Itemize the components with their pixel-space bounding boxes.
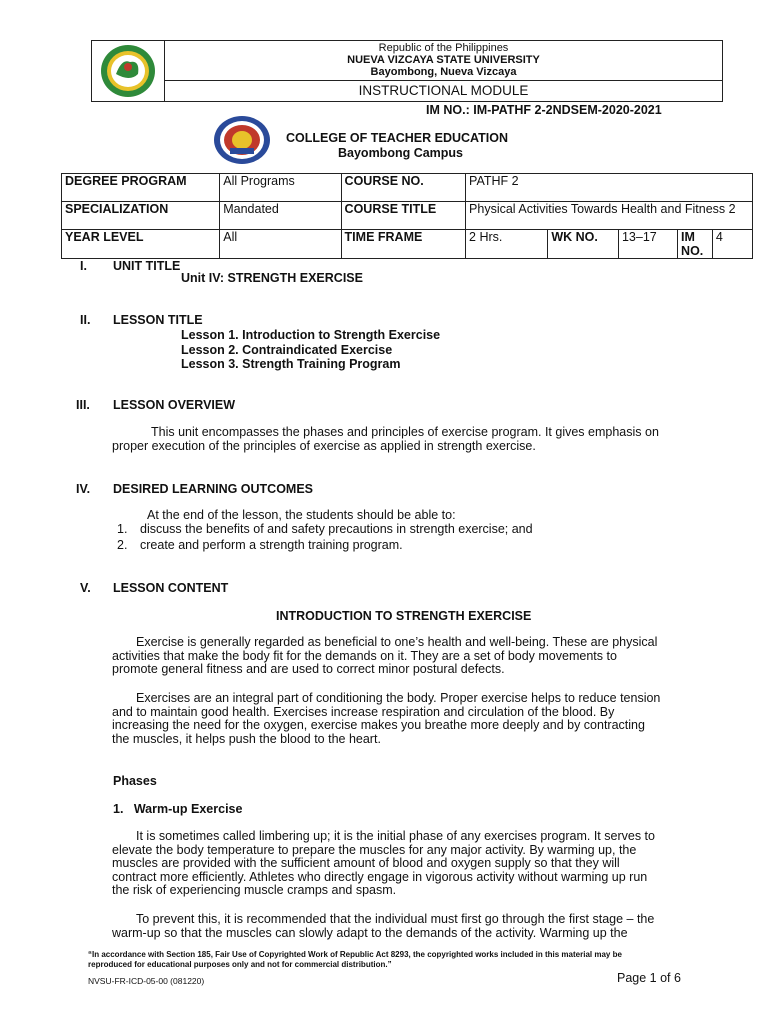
university-logo-cell xyxy=(92,41,165,101)
header-location: Bayombong, Nueva Vizcaya xyxy=(370,66,517,78)
spec-label: SPECIALIZATION xyxy=(62,202,220,230)
overview-line-2: proper execution of the principles of exercise as applied in strength exercise. xyxy=(112,439,536,453)
wk-value: 13–17 xyxy=(618,230,677,259)
paragraph-2-line-2: and to maintain good health. Exercises increase respiration and circulation of the blood. By xyxy=(112,704,615,719)
section-3-number: III. xyxy=(76,398,90,412)
degree-value: All Programs xyxy=(220,174,341,202)
year-label: YEAR LEVEL xyxy=(62,230,220,259)
paragraph-3 xyxy=(112,830,722,898)
outcome-1-number: 1. xyxy=(117,522,128,536)
content-heading: INTRODUCTION TO STRENGTH EXERCISE xyxy=(276,609,532,623)
course-title-label: COURSE TITLE xyxy=(341,202,465,230)
year-value: All xyxy=(220,230,341,259)
paragraph-4-line-2: warm-up so that the muscles can slowly adapt to the demands of the activity. Warming up the xyxy=(112,925,628,940)
nvsu-seal-icon xyxy=(100,44,156,98)
outcome-2: create and perform a strength training program. xyxy=(140,538,403,552)
outcome-1: discuss the benefits of and safety precautions in strength exercise; and xyxy=(140,522,533,536)
degree-label: DEGREE PROGRAM xyxy=(62,174,220,202)
wk-label: WK NO. xyxy=(548,230,619,259)
paragraph-4 xyxy=(112,913,722,940)
time-value: 2 Hrs. xyxy=(466,230,548,259)
header-university: NUEVA VIZCAYA STATE UNIVERSITY xyxy=(347,54,540,66)
module-title: INSTRUCTIONAL MODULE xyxy=(358,83,529,98)
paragraph-3-line-5: the risk of experiencing muscle cramps and spasm. xyxy=(112,883,397,898)
campus-name: Bayombong Campus xyxy=(338,146,464,160)
im-value: 4 xyxy=(712,230,752,259)
header-republic: Republic of the Philippines xyxy=(378,42,509,54)
spec-value: Mandated xyxy=(220,202,341,230)
course-no-value: PATHF 2 xyxy=(466,174,753,202)
course-no-label: COURSE NO. xyxy=(341,174,465,202)
copyright-note-line-1: “In accordance with Section 185, Fair Use of Copyrighted Work of Republic Act 8293, the copyrighted works included in this material may be xyxy=(88,950,622,959)
header-box xyxy=(91,40,723,102)
overview-line-1: This unit encompasses the phases and principles of exercise program. It gives emphasis on xyxy=(151,425,659,439)
section-1-title: UNIT TITLE xyxy=(113,259,181,273)
lesson-1-title: Lesson 1. Introduction to Strength Exercise xyxy=(181,328,441,342)
outcomes-intro: At the end of the lesson, the students should be able to: xyxy=(147,508,456,522)
paragraph-2-line-1: Exercises are an integral part of conditioning the body. Proper exercise helps to reduce tension xyxy=(136,691,661,705)
lesson-3-title: Lesson 3. Strength Training Program xyxy=(181,357,401,371)
copyright-note-line-2: reproduced for educational purposes only and not for commercial distribution.” xyxy=(88,960,392,969)
paragraph-3-line-4: contract more efficiently. Athletes who directly engage in vigorous activity without warming up run xyxy=(112,869,648,884)
unit-title: Unit IV: STRENGTH EXERCISE xyxy=(181,271,363,285)
copyright-note xyxy=(88,950,724,970)
course-info-table xyxy=(61,173,753,259)
section-3-title: LESSON OVERVIEW xyxy=(113,398,236,412)
section-4-title: DESIRED LEARNING OUTCOMES xyxy=(113,482,314,496)
section-2-number: II. xyxy=(80,313,91,327)
section-2-title: LESSON TITLE xyxy=(113,313,203,327)
section-5-title: LESSON CONTENT xyxy=(113,581,229,595)
paragraph-4-line-1: To prevent this, it is recommended that the individual must first go through the first stage – the xyxy=(136,912,655,926)
paragraph-2-line-4: the muscles, it helps push the blood to the heart. xyxy=(112,731,381,746)
cte-seal-icon xyxy=(213,115,271,165)
paragraph-3-line-2: elevate the body temperature to prepare the muscles for any major activity. By warming up, the xyxy=(112,842,637,857)
course-title-value: Physical Activities Towards Health and Fitness 2 xyxy=(466,202,753,230)
paragraph-1-line-2: activities that make the body fit for the demands on it. They are a set of body movements to xyxy=(112,648,617,663)
warmup-heading: 1. Warm-up Exercise xyxy=(113,802,243,816)
form-code: NVSU-FR-ICD-05-00 (081220) xyxy=(88,976,205,986)
paragraph-3-line-3: muscles are provided with the sufficient amount of blood and oxygen supply so that they will xyxy=(112,856,620,871)
page-number: Page 1 of 6 xyxy=(617,971,681,985)
section-5-number: V. xyxy=(80,581,91,595)
section-4-number: IV. xyxy=(76,482,91,496)
time-label: TIME FRAME xyxy=(341,230,465,259)
paragraph-1 xyxy=(112,636,722,677)
header-institution xyxy=(165,41,722,81)
outcome-2-number: 2. xyxy=(117,538,128,552)
college-block xyxy=(286,131,508,161)
im-label: IM NO. xyxy=(678,230,713,259)
college-name: COLLEGE OF TEACHER EDUCATION xyxy=(286,131,508,145)
phases-heading: Phases xyxy=(113,774,157,788)
paragraph-1-line-1: Exercise is generally regarded as beneficial to one’s health and well-being. These are physical xyxy=(136,635,658,649)
im-number: IM NO.: IM-PATHF 2-2NDSEM-2020-2021 xyxy=(426,103,662,117)
section-1-number: I. xyxy=(80,259,87,273)
lesson-2-title: Lesson 2. Contraindicated Exercise xyxy=(181,343,393,357)
paragraph-2-line-3: increasing the need for the oxygen, exercise makes you breathe more deeply and by contracting xyxy=(112,718,645,733)
paragraph-3-line-1: It is sometimes called limbering up; it is the initial phase of any exercises program. It serves to xyxy=(136,829,655,843)
paragraph-2 xyxy=(112,692,722,746)
paragraph-1-line-3: promote general fitness and are used to correct minor postural defects. xyxy=(112,662,505,677)
